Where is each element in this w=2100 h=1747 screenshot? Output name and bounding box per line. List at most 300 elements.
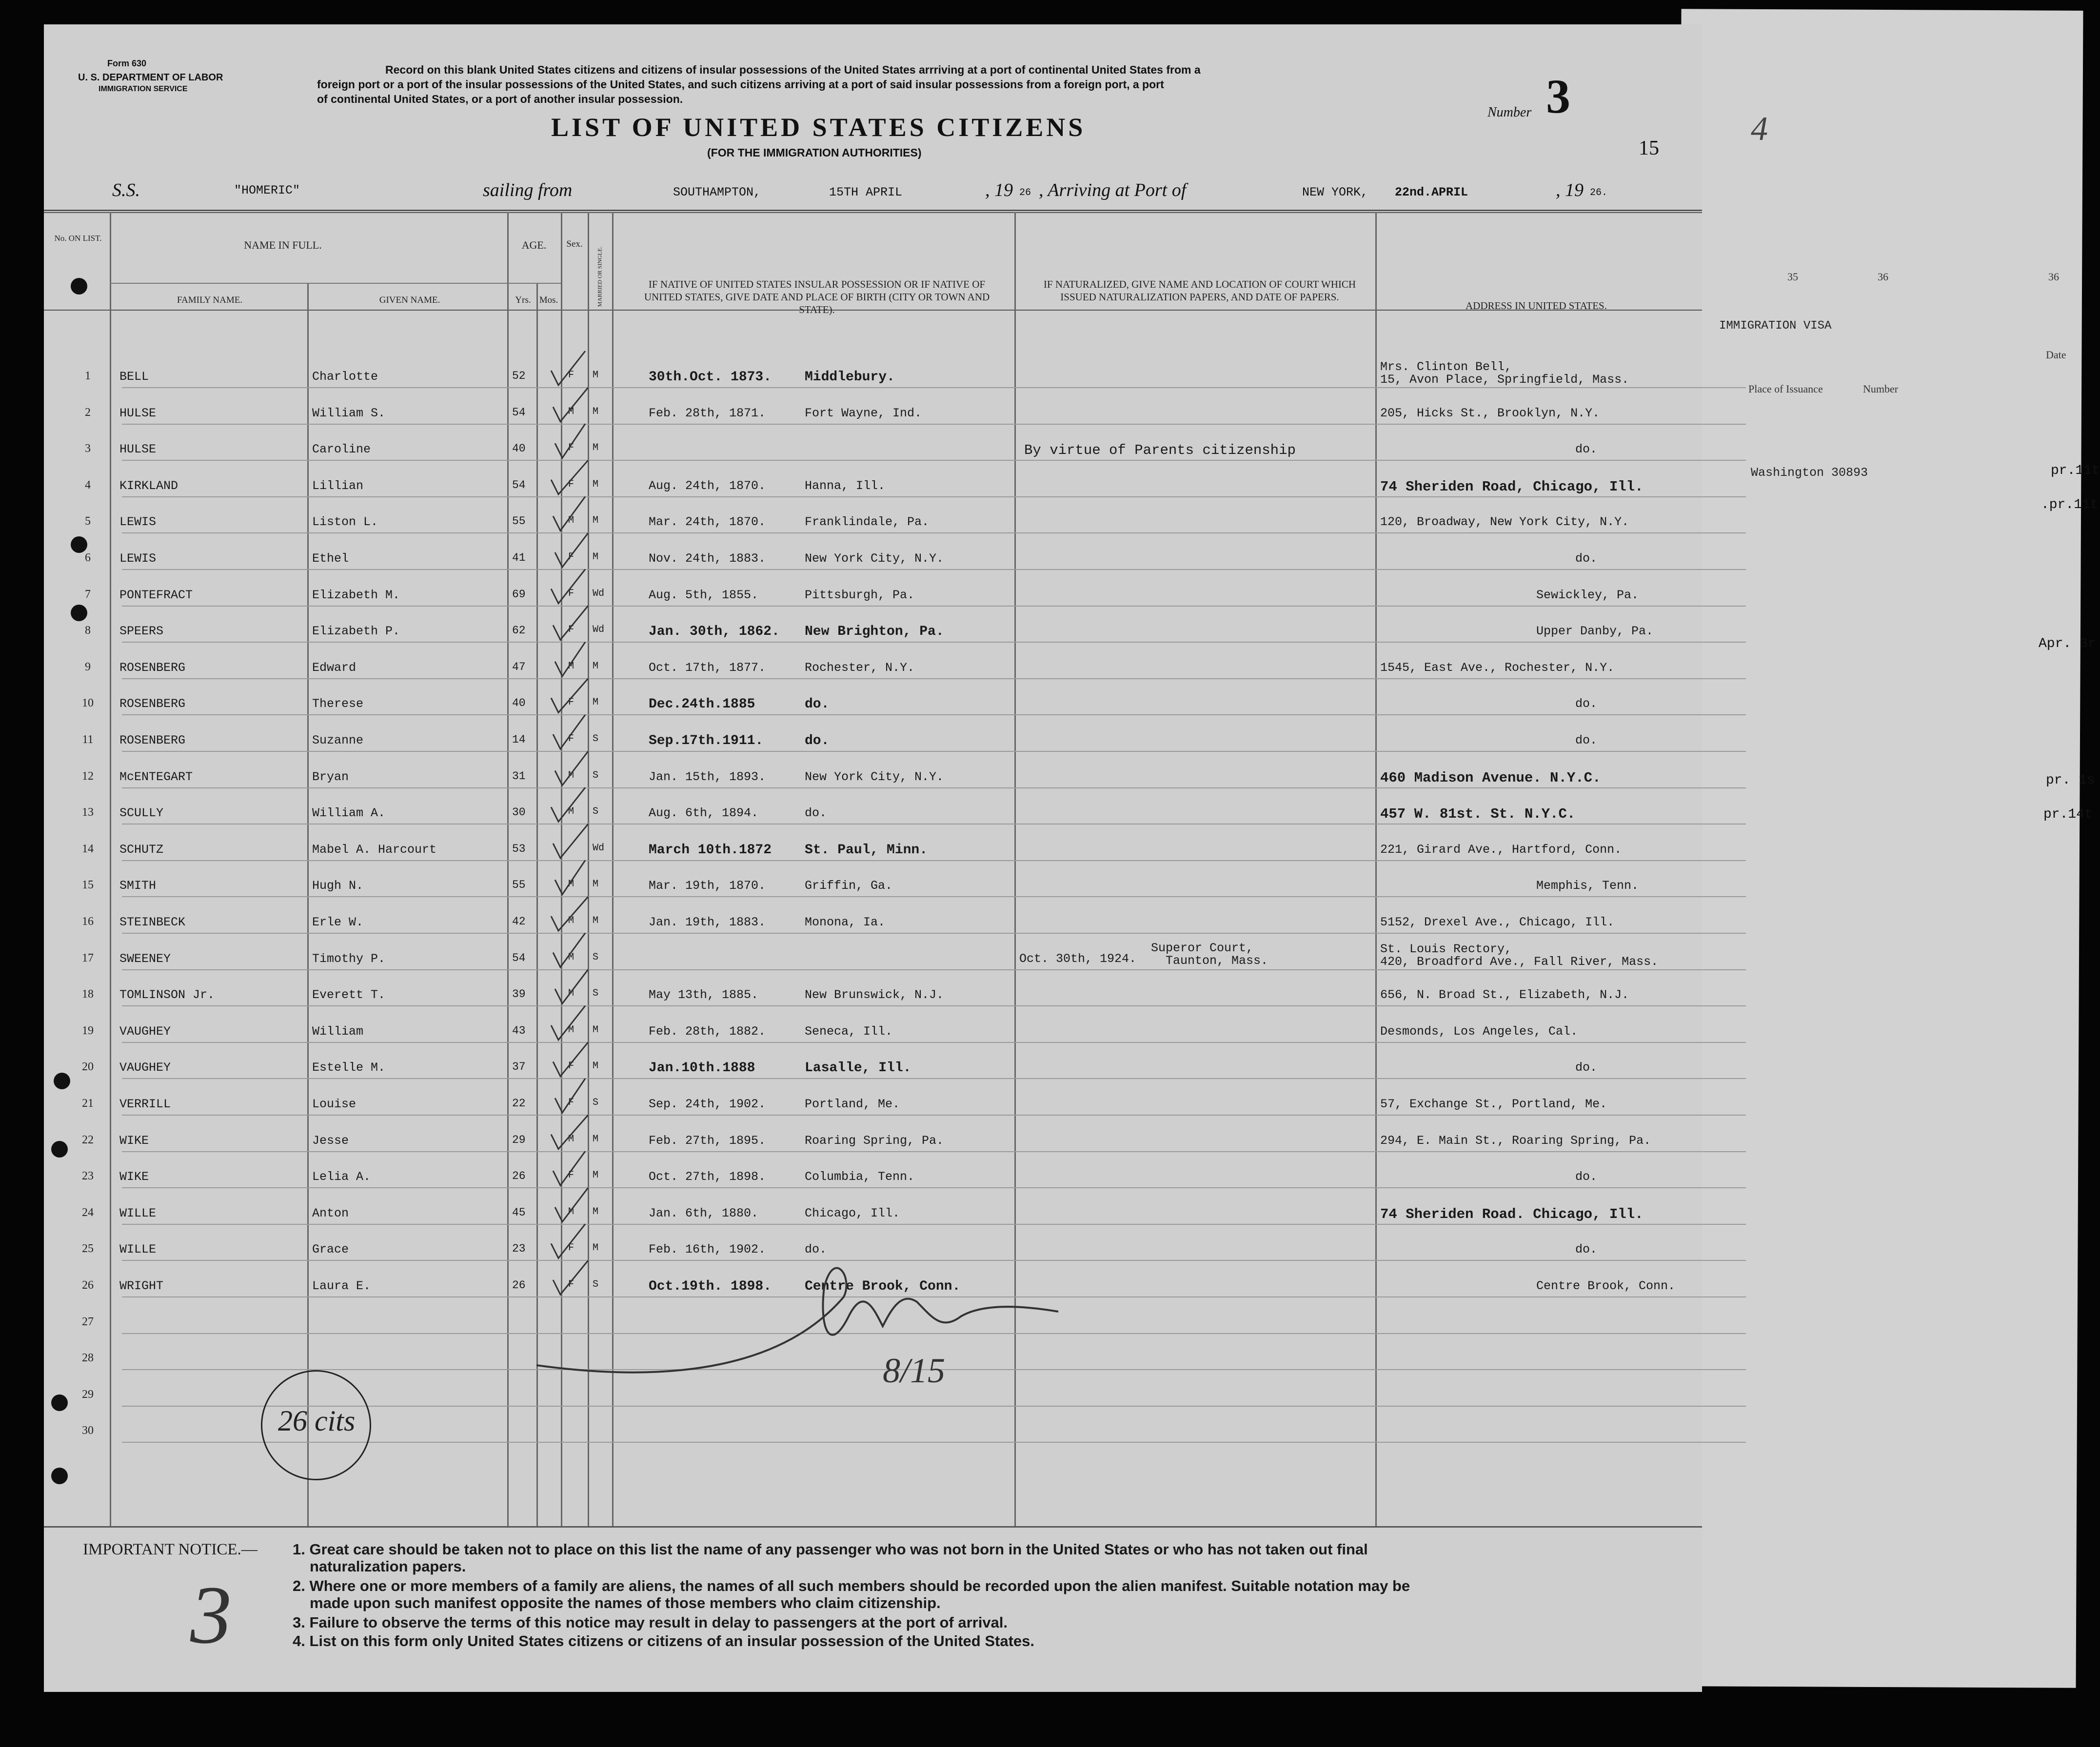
marital-status: Wd bbox=[593, 624, 605, 636]
notice-heading: IMPORTANT NOTICE.— bbox=[83, 1541, 258, 1558]
sex: F bbox=[568, 478, 575, 490]
naturalization: By virtue of Parents citizenship bbox=[1024, 442, 1296, 459]
given-name: Jesse bbox=[312, 1133, 349, 1148]
birth-date: Feb. 27th, 1895. bbox=[649, 1133, 766, 1148]
birth-date: Aug. 6th, 1894. bbox=[649, 806, 759, 821]
age-years: 43 bbox=[512, 1024, 526, 1037]
age-years: 40 bbox=[512, 442, 526, 455]
given-name: Lelia A. bbox=[312, 1170, 371, 1184]
given-name: Ethel bbox=[312, 551, 349, 566]
given-name: William S. bbox=[312, 406, 386, 420]
family-name: McENTEGART bbox=[119, 769, 193, 784]
birth-place: do. bbox=[805, 806, 827, 821]
given-name: Louise bbox=[312, 1097, 357, 1111]
row-number: 2 bbox=[85, 406, 91, 419]
marital-status: M bbox=[593, 1206, 599, 1217]
binder-hole bbox=[51, 1141, 68, 1158]
col-header-sex: Sex. bbox=[566, 239, 583, 249]
marital-status: M bbox=[593, 515, 599, 527]
sex: M bbox=[568, 1024, 575, 1036]
col-header-no: No. ON LIST. bbox=[54, 234, 102, 243]
age-years: 55 bbox=[512, 879, 526, 892]
age-years: 29 bbox=[512, 1133, 526, 1146]
binder-hole bbox=[71, 605, 87, 621]
sex: M bbox=[568, 806, 575, 818]
sex: M bbox=[568, 660, 575, 672]
marital-status: M bbox=[593, 915, 599, 926]
sex: F bbox=[568, 370, 575, 381]
given-name: Laura E. bbox=[312, 1279, 371, 1293]
binder-hole bbox=[54, 1073, 70, 1089]
check-mark bbox=[555, 751, 588, 785]
form-title: LIST OF UNITED STATES CITIZENS bbox=[551, 113, 1086, 142]
check-mark bbox=[553, 1042, 588, 1076]
address: 205, Hicks St., Brooklyn, N.Y. bbox=[1380, 406, 1600, 420]
birth-date: Oct. 27th, 1898. bbox=[649, 1170, 766, 1184]
row-number: 4 bbox=[85, 478, 91, 491]
age-years: 22 bbox=[512, 1097, 526, 1110]
check-mark bbox=[553, 824, 588, 858]
row-rule bbox=[122, 1042, 1746, 1043]
ship-name: "HOMERIC" bbox=[234, 183, 300, 197]
family-name: SMITH bbox=[119, 879, 157, 893]
given-name: Therese bbox=[312, 697, 364, 711]
birth-place: do. bbox=[805, 1242, 827, 1257]
year-to-suffix: 26. bbox=[1590, 187, 1608, 198]
notice-item-1b: naturalization papers. bbox=[310, 1558, 466, 1575]
right-col-36b: 36 bbox=[2048, 271, 2059, 283]
row-number: 3 bbox=[85, 442, 91, 455]
address: 74 Sheriden Road. Chicago, Ill. bbox=[1380, 1206, 1644, 1222]
col-header-name: NAME IN FULL. bbox=[244, 239, 322, 251]
row-number: 25 bbox=[82, 1242, 94, 1256]
marital-status: M bbox=[593, 442, 599, 454]
notice-item-1a: 1. Great care should be taken not to place on this list the name of any passenger who was not born in the United States or who has not taken out final bbox=[293, 1541, 1368, 1558]
right-entry-4: pr. 1s bbox=[2046, 773, 2095, 788]
address: 5152, Drexel Ave., Chicago, Ill. bbox=[1380, 915, 1615, 929]
row-number: 22 bbox=[82, 1133, 94, 1146]
row-number: 23 bbox=[82, 1170, 94, 1183]
check-mark bbox=[553, 933, 585, 967]
form-subtitle: (FOR THE IMMIGRATION AUTHORITIES) bbox=[707, 146, 922, 159]
address: 221, Girard Ave., Hartford, Conn. bbox=[1380, 842, 1622, 857]
row-number: 17 bbox=[82, 951, 94, 964]
birth-date: Dec.24th.1885 bbox=[649, 697, 755, 712]
age-years: 40 bbox=[512, 697, 526, 710]
address: 656, N. Broad St., Elizabeth, N.J. bbox=[1380, 988, 1629, 1002]
row-number: 10 bbox=[82, 697, 94, 710]
binder-hole bbox=[71, 278, 87, 294]
address-line-1: Mrs. Clinton Bell, bbox=[1380, 360, 1512, 374]
row-number: 16 bbox=[82, 915, 94, 928]
row-rule bbox=[122, 1078, 1746, 1079]
age-years: 54 bbox=[512, 951, 526, 964]
row-number: 18 bbox=[82, 988, 94, 1001]
age-years: 41 bbox=[512, 551, 526, 564]
address: do. bbox=[1575, 1242, 1598, 1257]
row-number: 5 bbox=[85, 515, 91, 528]
age-years: 47 bbox=[512, 660, 526, 673]
sex: M bbox=[568, 1206, 575, 1217]
check-mark bbox=[555, 860, 585, 894]
col-rule-family bbox=[307, 283, 309, 1526]
birth-date: March 10th.1872 bbox=[649, 842, 772, 858]
birth-place: Chicago, Ill. bbox=[805, 1206, 900, 1220]
check-mark bbox=[553, 388, 588, 422]
address: 460 Madison Avenue. N.Y.C. bbox=[1380, 769, 1601, 786]
notice-rule bbox=[44, 1526, 1702, 1528]
row-rule bbox=[122, 933, 1746, 934]
age-years: 53 bbox=[512, 842, 526, 855]
check-mark bbox=[555, 642, 585, 676]
family-name: WRIGHT bbox=[119, 1279, 164, 1293]
age-years: 69 bbox=[512, 588, 526, 601]
age-years: 54 bbox=[512, 406, 526, 419]
service-label: IMMIGRATION SERVICE bbox=[99, 85, 188, 93]
birth-date: Jan. 19th, 1883. bbox=[649, 915, 766, 929]
right-entry-5: pr.14t bbox=[2043, 807, 2093, 822]
address: 57, Exchange St., Portland, Me. bbox=[1380, 1097, 1607, 1111]
sex: F bbox=[568, 551, 575, 563]
birth-date: Nov. 24th, 1883. bbox=[649, 551, 766, 566]
age-years: 55 bbox=[512, 515, 526, 528]
sex: M bbox=[568, 406, 575, 417]
age-years: 54 bbox=[512, 478, 526, 491]
birth-place: Hanna, Ill. bbox=[805, 478, 886, 493]
given-name: Edward bbox=[312, 660, 357, 675]
age-years: 30 bbox=[512, 806, 526, 819]
check-mark bbox=[555, 1079, 585, 1113]
birth-date: Aug. 5th, 1855. bbox=[649, 588, 759, 602]
row-rule bbox=[122, 860, 1746, 861]
year-from-prefix: , 19 bbox=[985, 180, 1013, 200]
age-years: 52 bbox=[512, 370, 526, 382]
family-name: SCULLY bbox=[119, 806, 164, 821]
birth-place: do. bbox=[805, 733, 830, 748]
marital-status: S bbox=[593, 988, 599, 1000]
visa-date-label: Date bbox=[2046, 349, 2066, 361]
birth-place: Monona, Ia. bbox=[805, 915, 886, 929]
age-years: 45 bbox=[512, 1206, 526, 1219]
row-rule bbox=[122, 532, 1746, 533]
birth-place: do. bbox=[805, 697, 830, 712]
given-name: Suzanne bbox=[312, 733, 364, 747]
given-name: Caroline bbox=[312, 442, 371, 457]
age-years: 23 bbox=[512, 1242, 526, 1256]
address: 120, Broadway, New York City, N.Y. bbox=[1380, 515, 1629, 530]
address-line-2: 420, Broadford Ave., Fall River, Mass. bbox=[1380, 954, 1659, 969]
marital-status: M bbox=[593, 879, 599, 890]
given-name: Mabel A. Harcourt bbox=[312, 842, 437, 857]
family-name: LEWIS bbox=[119, 551, 157, 566]
col-rule-given bbox=[507, 212, 509, 1526]
given-name: Anton bbox=[312, 1206, 349, 1220]
binder-hole bbox=[51, 1394, 68, 1411]
sex: F bbox=[568, 697, 575, 708]
right-col-36: 36 bbox=[1878, 271, 1888, 283]
binder-hole bbox=[71, 536, 87, 553]
arriving-label: , Arriving at Port of bbox=[1039, 180, 1187, 200]
instructions-line-3: of continental United States, or a port of another insular possession. bbox=[317, 93, 683, 105]
family-name: HULSE bbox=[119, 442, 157, 457]
naturalization: Oct. 30th, 1924. bbox=[1019, 951, 1137, 966]
binder-hole bbox=[51, 1468, 68, 1484]
marital-status: M bbox=[593, 478, 599, 490]
col-header-yrs: Yrs. bbox=[515, 295, 531, 305]
sex: F bbox=[568, 1279, 575, 1290]
row-rule bbox=[122, 1187, 1746, 1188]
birth-place: Rochester, N.Y. bbox=[805, 660, 915, 675]
given-name: Liston L. bbox=[312, 515, 378, 530]
given-name: Grace bbox=[312, 1242, 349, 1257]
address: Centre Brook, Conn. bbox=[1536, 1279, 1676, 1293]
ss-label: S.S. bbox=[112, 180, 140, 200]
birth-date: Feb. 28th, 1871. bbox=[649, 406, 766, 420]
marital-status: S bbox=[593, 769, 599, 781]
birth-date: Jan. 30th, 1862. bbox=[649, 624, 780, 640]
form-number: Form 630 bbox=[107, 59, 147, 68]
birth-place: Griffin, Ga. bbox=[805, 879, 893, 893]
birth-place: Franklindale, Pa. bbox=[805, 515, 930, 530]
check-mark bbox=[551, 897, 588, 931]
birth-place: Fort Wayne, Ind. bbox=[805, 406, 922, 420]
birth-date: 30th.Oct. 1873. bbox=[649, 370, 772, 385]
header-rule-top-2 bbox=[44, 212, 1702, 213]
birth-place: Columbia, Tenn. bbox=[805, 1170, 915, 1184]
row-number: 6 bbox=[85, 551, 91, 564]
address: 294, E. Main St., Roaring Spring, Pa. bbox=[1380, 1133, 1651, 1148]
given-name: Timothy P. bbox=[312, 951, 386, 966]
date-to: 22nd.APRIL bbox=[1395, 185, 1468, 199]
marital-status: M bbox=[593, 697, 599, 708]
given-name: William A. bbox=[312, 806, 386, 821]
col-header-family: FAMILY NAME. bbox=[177, 295, 243, 305]
sex: M bbox=[568, 769, 575, 781]
birth-place: Middlebury. bbox=[805, 370, 895, 385]
family-name: VERRILL bbox=[119, 1097, 171, 1111]
given-name: Everett T. bbox=[312, 988, 386, 1002]
birth-date: Jan. 6th, 1880. bbox=[649, 1206, 759, 1220]
row-number: 20 bbox=[82, 1060, 94, 1074]
row-number: 29 bbox=[82, 1388, 94, 1401]
family-name: VAUGHEY bbox=[119, 1024, 171, 1039]
check-mark bbox=[553, 715, 585, 749]
row-rule bbox=[122, 424, 1746, 425]
address: 74 Sheriden Road, Chicago, Ill. bbox=[1380, 478, 1644, 495]
sex: F bbox=[568, 733, 575, 745]
sex: M bbox=[568, 879, 575, 890]
marital-status: M bbox=[593, 660, 599, 672]
year-to-prefix: , 19 bbox=[1556, 180, 1584, 200]
address-line-1: St. Louis Rectory, bbox=[1380, 942, 1512, 956]
given-name: Elizabeth P. bbox=[312, 624, 400, 639]
marital-status: S bbox=[593, 1097, 599, 1108]
check-mark bbox=[551, 1006, 585, 1040]
row-rule bbox=[122, 496, 1746, 497]
address: do. bbox=[1575, 551, 1598, 566]
sex: F bbox=[568, 442, 575, 454]
row-number: 27 bbox=[82, 1315, 94, 1328]
birth-place: Roaring Spring, Pa. bbox=[805, 1133, 944, 1148]
instructions-line-2: foreign port or a port of the insular possessions of the United States, and such citizens arriving at a port of said insular possessions from a foreign port, a port bbox=[317, 78, 1164, 91]
row-rule bbox=[122, 387, 1746, 388]
circled-note: 26 cits bbox=[278, 1405, 356, 1437]
family-name: TOMLINSON Jr. bbox=[119, 988, 215, 1002]
age-years: 14 bbox=[512, 733, 526, 746]
col-header-mos: Mos. bbox=[539, 295, 558, 305]
court-location: Taunton, Mass. bbox=[1166, 953, 1268, 968]
row-rule bbox=[122, 969, 1746, 970]
port-to: NEW YORK, bbox=[1302, 185, 1368, 199]
birth-date: Feb. 28th, 1882. bbox=[649, 1024, 766, 1039]
birth-place: Lasalle, Ill. bbox=[805, 1060, 911, 1076]
birth-date: Feb. 16th, 1902. bbox=[649, 1242, 766, 1257]
given-name: Hugh N. bbox=[312, 879, 364, 893]
birth-place: Pittsburgh, Pa. bbox=[805, 588, 915, 602]
check-mark bbox=[551, 1224, 585, 1258]
address: Sewickley, Pa. bbox=[1536, 588, 1639, 602]
row-rule bbox=[122, 751, 1746, 752]
marital-status: M bbox=[593, 1242, 599, 1254]
col-header-married: MARRIED OR SINGLE. bbox=[596, 246, 603, 307]
birth-place: New York City, N.Y. bbox=[805, 769, 944, 784]
marital-status: M bbox=[593, 1024, 599, 1036]
right-entry-1: pr.11t bbox=[2051, 463, 2100, 478]
marital-status: M bbox=[593, 370, 599, 381]
row-rule bbox=[122, 606, 1746, 607]
check-mark bbox=[555, 533, 588, 567]
sex: F bbox=[568, 1060, 575, 1072]
sex: F bbox=[568, 1097, 575, 1108]
family-name: WILLE bbox=[119, 1206, 157, 1220]
row-number: 30 bbox=[82, 1424, 94, 1437]
marital-status: M bbox=[593, 406, 599, 417]
row-number: 19 bbox=[82, 1024, 94, 1037]
marital-status: M bbox=[593, 1170, 599, 1181]
check-mark bbox=[553, 496, 585, 530]
port-from: SOUTHAMPTON, bbox=[673, 185, 761, 199]
check-mark bbox=[553, 1151, 585, 1185]
number-label: Number bbox=[1487, 105, 1532, 120]
row-number: 7 bbox=[85, 588, 91, 601]
check-mark bbox=[553, 1260, 588, 1295]
back-sheet bbox=[1674, 9, 2083, 1688]
row-rule bbox=[122, 714, 1746, 715]
court-name: Superor Court, bbox=[1151, 941, 1254, 955]
birth-date: Mar. 19th, 1870. bbox=[649, 879, 766, 893]
birth-place: Centre Brook, Conn. bbox=[805, 1279, 961, 1294]
notice-item-4: 4. List on this form only United States citizens or citizens of an insular possession of the United States. bbox=[293, 1632, 1034, 1649]
family-name: ROSENBERG bbox=[119, 733, 186, 747]
given-name: William bbox=[312, 1024, 364, 1039]
birth-place: New York City, N.Y. bbox=[805, 551, 944, 566]
given-name: Charlotte bbox=[312, 370, 378, 384]
row-number: 13 bbox=[82, 806, 94, 819]
right-page-mark: 4 bbox=[1751, 110, 1768, 148]
row-rule bbox=[122, 642, 1746, 643]
check-mark bbox=[551, 351, 585, 385]
instructions-line-1: Record on this blank United States citizens and citizens of insular possessions of the United States arrriving at a port of continental United States from a bbox=[385, 63, 1201, 76]
row-number: 8 bbox=[85, 624, 91, 637]
birth-place: New Brighton, Pa. bbox=[805, 624, 944, 640]
sex: F bbox=[568, 1242, 575, 1254]
birth-date: Jan. 15th, 1893. bbox=[649, 769, 766, 784]
row-rule bbox=[122, 1151, 1746, 1152]
address: do. bbox=[1575, 1170, 1598, 1184]
name-subheader-rule bbox=[110, 283, 561, 284]
col-header-native: IF NATIVE OF UNITED STATES INSULAR POSSESSION OR IF NATIVE OF UNITED STATES, GIVE DATE AND PLACE OF BIRTH (CITY OR TOWN AND STATE). bbox=[644, 278, 990, 315]
age-years: 39 bbox=[512, 988, 526, 1001]
signature-fraction: 8/15 bbox=[883, 1351, 946, 1390]
birth-date: Aug. 24th, 1870. bbox=[649, 478, 766, 493]
col-rule-naturalized bbox=[1375, 212, 1377, 1526]
birth-date: Jan.10th.1888 bbox=[649, 1060, 755, 1076]
family-name: ROSENBERG bbox=[119, 660, 186, 675]
right-col-35: 35 bbox=[1787, 271, 1798, 283]
address: do. bbox=[1575, 697, 1598, 711]
birth-date: Sep.17th.1911. bbox=[649, 733, 764, 748]
row-number: 14 bbox=[82, 842, 94, 855]
family-name: WIKE bbox=[119, 1133, 149, 1148]
marital-status: S bbox=[593, 733, 599, 745]
col-header-given: GIVEN NAME. bbox=[379, 295, 440, 305]
family-name: ROSENBERG bbox=[119, 697, 186, 711]
check-mark bbox=[551, 787, 585, 822]
row-number: 24 bbox=[82, 1206, 94, 1219]
birth-date: May 13th, 1885. bbox=[649, 988, 759, 1002]
check-marks bbox=[532, 317, 678, 1292]
family-name: SCHUTZ bbox=[119, 842, 164, 857]
manifest-sheet bbox=[44, 24, 1702, 1692]
visa-number-label: Number bbox=[1863, 383, 1899, 395]
row-number: 26 bbox=[82, 1279, 94, 1292]
family-name: WIKE bbox=[119, 1170, 149, 1184]
check-mark bbox=[551, 678, 588, 712]
address: 1545, East Ave., Rochester, N.Y. bbox=[1380, 660, 1615, 675]
birth-date: Mar. 24th, 1870. bbox=[649, 515, 766, 530]
address: Memphis, Tenn. bbox=[1536, 879, 1639, 893]
age-years: 62 bbox=[512, 624, 526, 637]
family-name: KIRKLAND bbox=[119, 478, 178, 493]
sailing-label: sailing from bbox=[483, 180, 573, 200]
address: Desmonds, Los Angeles, Cal. bbox=[1380, 1024, 1578, 1039]
right-entry-3: Apr. 3r bbox=[2039, 636, 2096, 651]
sex: M bbox=[568, 988, 575, 1000]
notice-item-3: 3. Failure to observe the terms of this notice may result in delay to passengers at the port of arrival. bbox=[293, 1614, 1008, 1631]
row-number: 11 bbox=[82, 733, 94, 746]
family-name: SPEERS bbox=[119, 624, 164, 639]
family-name: LEWIS bbox=[119, 515, 157, 530]
birth-place: Portland, Me. bbox=[805, 1097, 900, 1111]
row-number: 15 bbox=[82, 879, 94, 892]
given-name: Lillian bbox=[312, 478, 364, 493]
col-header-address: ADDRESS IN UNITED STATES. bbox=[1466, 300, 1607, 312]
row-rule bbox=[122, 460, 1746, 461]
year-from-suffix: 26 bbox=[1019, 187, 1031, 198]
row-rule bbox=[122, 787, 1746, 788]
col-rule-no bbox=[110, 212, 111, 1526]
marital-status: S bbox=[593, 1279, 599, 1290]
age-years: 31 bbox=[512, 769, 526, 783]
check-mark bbox=[555, 969, 588, 1003]
sex: M bbox=[568, 951, 575, 963]
family-name: BELL bbox=[119, 370, 149, 384]
page-number: 15 bbox=[1639, 137, 1659, 159]
marital-status: M bbox=[593, 551, 599, 563]
side-mark: 3 bbox=[190, 1569, 232, 1661]
birth-place: Seneca, Ill. bbox=[805, 1024, 893, 1039]
address: do. bbox=[1575, 1060, 1598, 1075]
